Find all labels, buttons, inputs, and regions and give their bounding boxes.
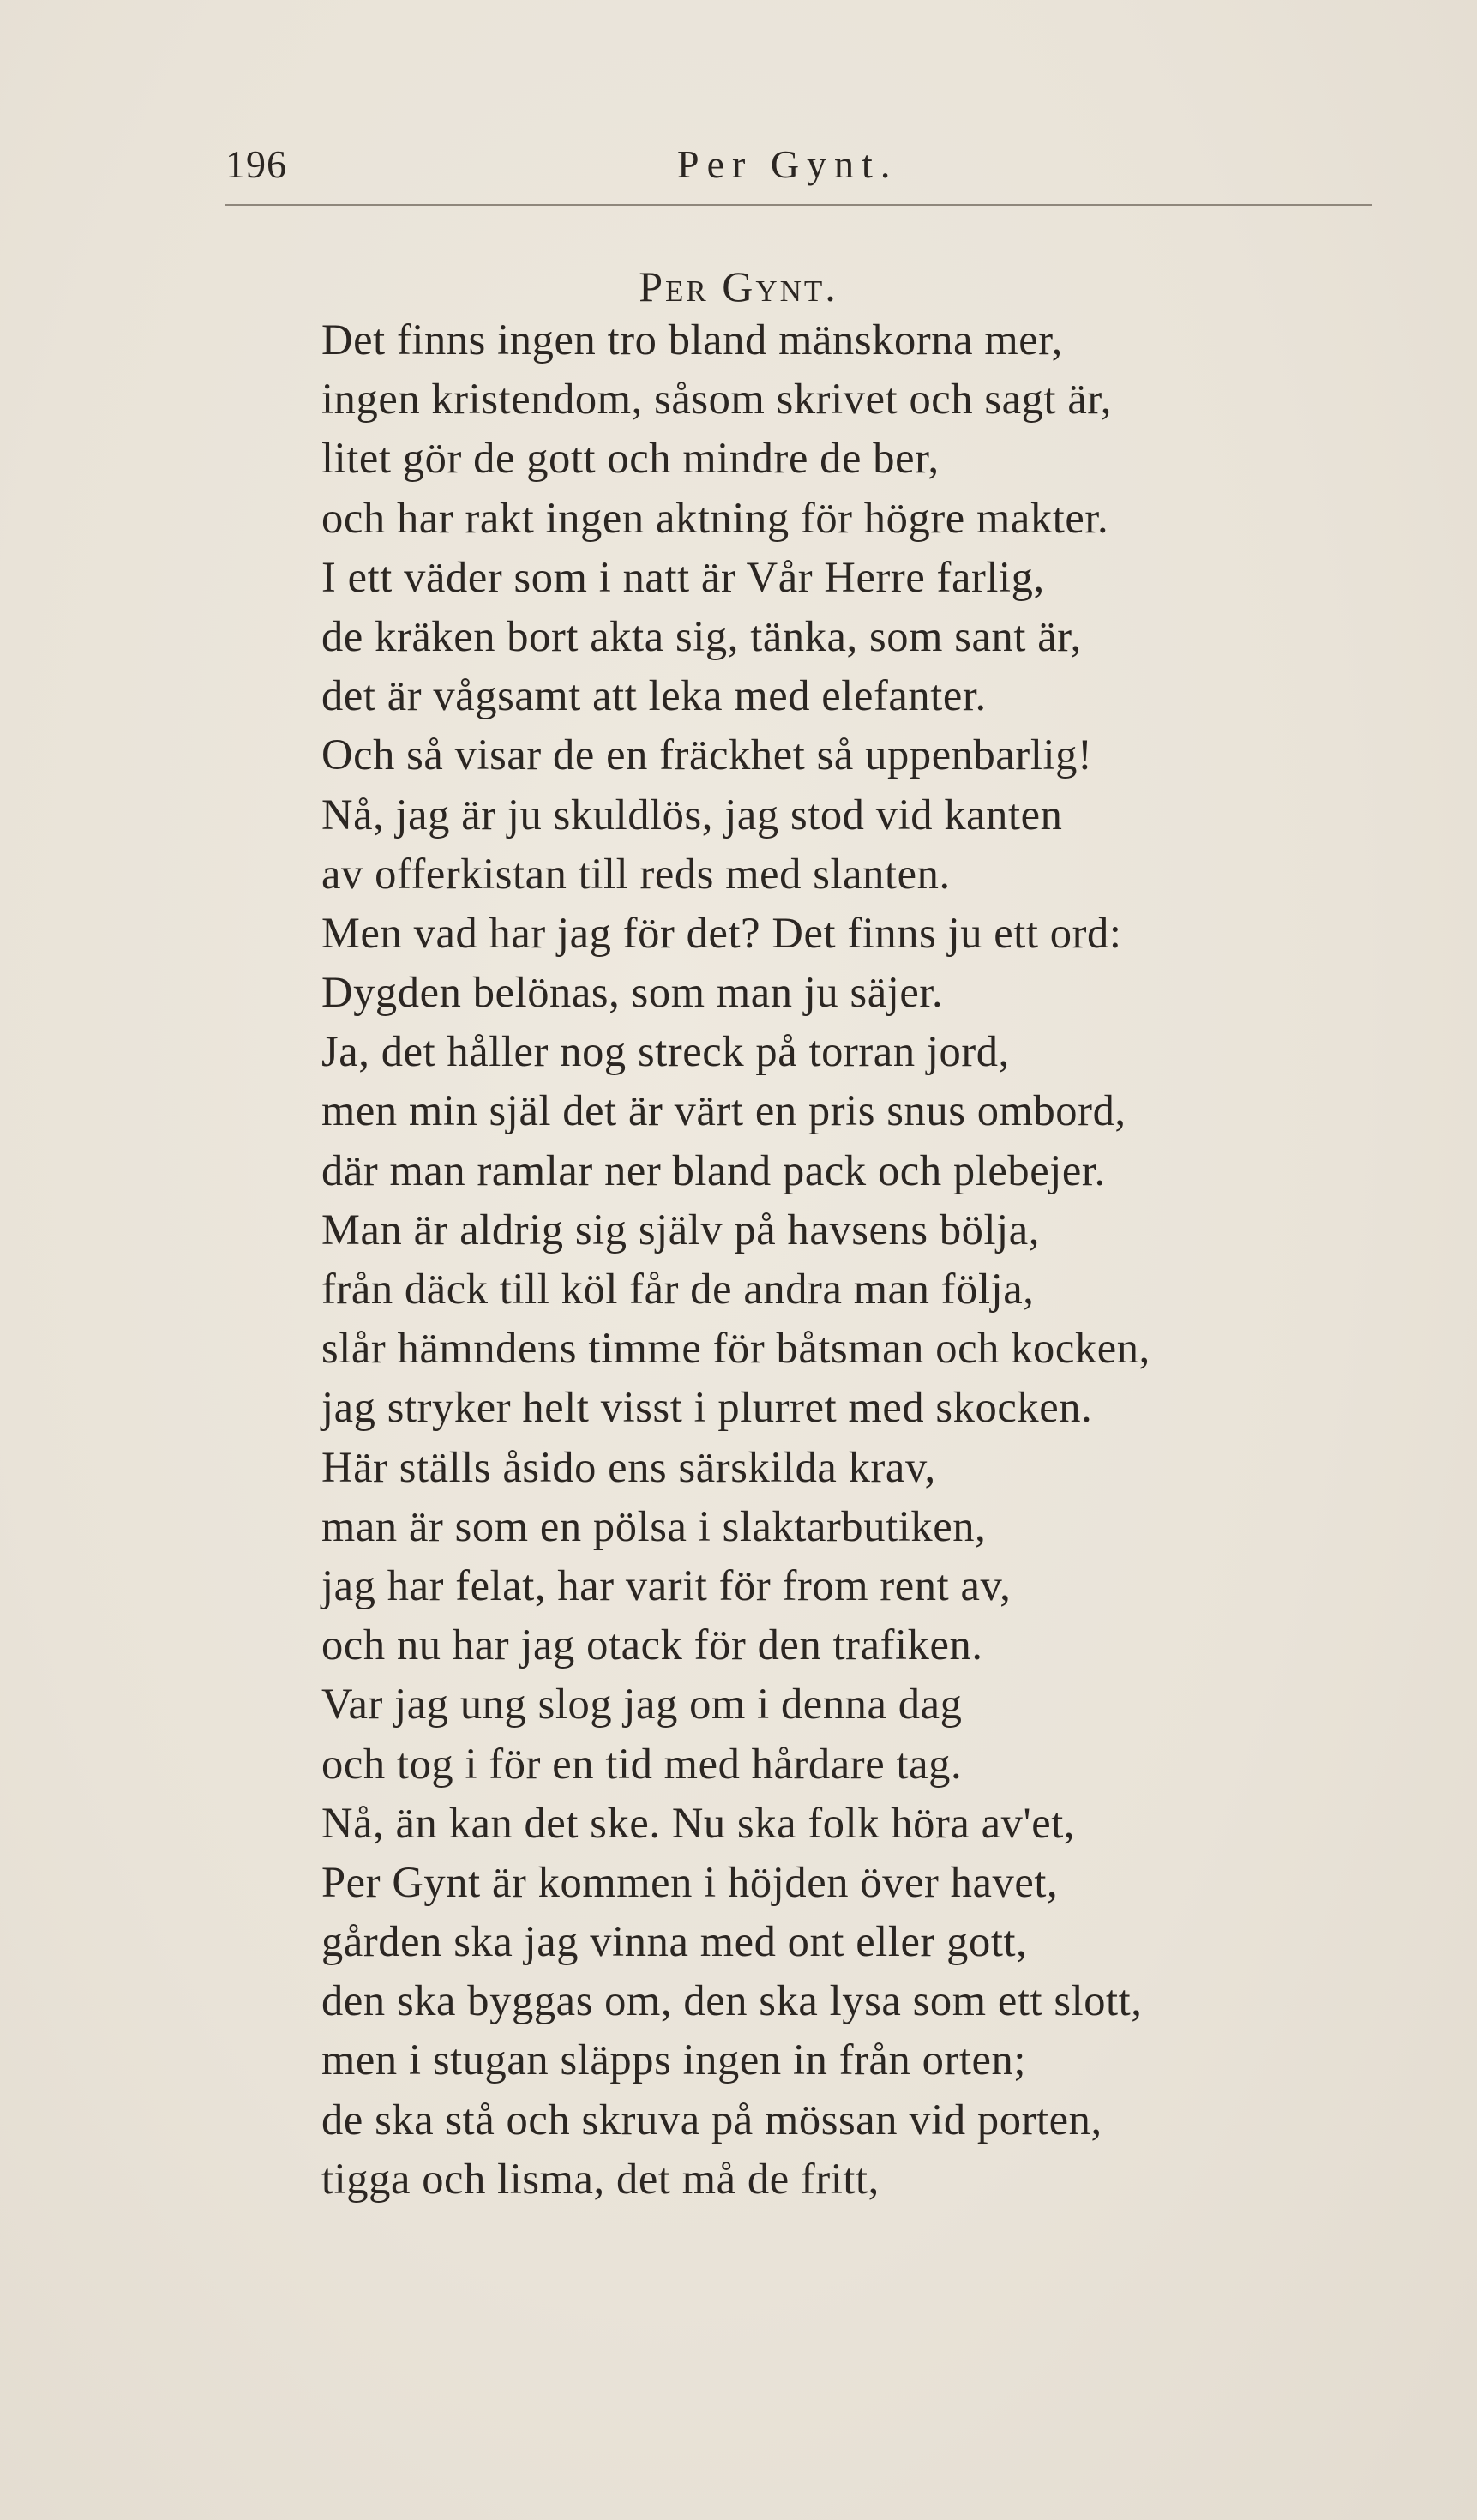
verse-line: men i stugan släpps ingen in från orten; [321,2036,1027,2084]
verse-line: litet gör de gott och mindre de ber, [321,434,940,483]
verse-line: I ett väder som i natt är Vår Herre farlig, [321,552,1045,601]
verse-line: de ska stå och skruva på mössan vid porten, [321,2095,1102,2144]
verse-line: man är som en pölsa i slaktarbutiken, [321,1501,987,1550]
verse-line: där man ramlar ner bland pack och plebejer. [321,1146,1106,1194]
verse-block [321,310,1436,2209]
verse-line: Men vad har jag för det? Det finns ju ett ord: [321,908,1122,957]
verse-line: Nå, jag är ju skuldlös, jag stod vid kanten [321,790,1063,839]
verse-line: av offerkistan till reds med slanten. [321,849,951,898]
verse-line: de kräken bort akta sig, tänka, som sant är, [321,611,1082,660]
verse-line: tigga och lisma, det må de fritt, [321,2154,880,2203]
verse-line: den ska byggas om, den ska lysa som ett slott, [321,1976,1143,2025]
speaker-name: Per Gynt. [639,262,838,310]
verse-line: gården ska jag vinna med ont eller gott, [321,1917,1028,1966]
verse-line: det är vågsamt att leka med elefanter. [321,671,987,720]
verse-line: men min själ det är värt en pris snus ombord, [321,1086,1126,1135]
verse-line: Man är aldrig sig själv på havsens bölja, [321,1205,1041,1254]
page-number: 196 [225,142,287,186]
verse-line: Var jag ung slog jag om i denna dag [321,1680,963,1729]
verse-line: Nå, än kan det ske. Nu ska folk höra av'et, [321,1798,1076,1847]
verse-line: och har rakt ingen aktning för högre makter. [321,493,1109,542]
verse-line: Och så visar de en fräckhet så uppenbarlig! [321,731,1093,779]
verse-line: slår hämndens timme för båtsman och kocken, [321,1324,1150,1373]
verse-line: jag stryker helt visst i plurret med skocken. [321,1383,1093,1432]
verse-line: Ja, det håller nog streck på torran jord, [321,1027,1010,1076]
verse-line: Här ställs åsido ens särskilda krav, [321,1442,936,1491]
verse-line: Dygden belönas, som man ju säjer. [321,968,944,1017]
verse-line: Det finns ingen tro bland mänskorna mer, [321,316,1063,364]
verse-line: från däck till köl får de andra man följa, [321,1265,1035,1313]
verse-line: och nu har jag otack för den trafiken. [321,1621,983,1669]
verse-line: och tog i för en tid med hårdare tag. [321,1739,963,1788]
running-title: Per Gynt. [677,142,898,186]
verse-line: Per Gynt är kommen i höjden över havet, [321,1857,1059,1906]
verse-line: ingen kristendom, såsom skrivet och sagt är, [321,375,1112,424]
verse-line: jag har felat, har varit för from rent av, [321,1561,1012,1609]
header-rule [225,204,1372,206]
